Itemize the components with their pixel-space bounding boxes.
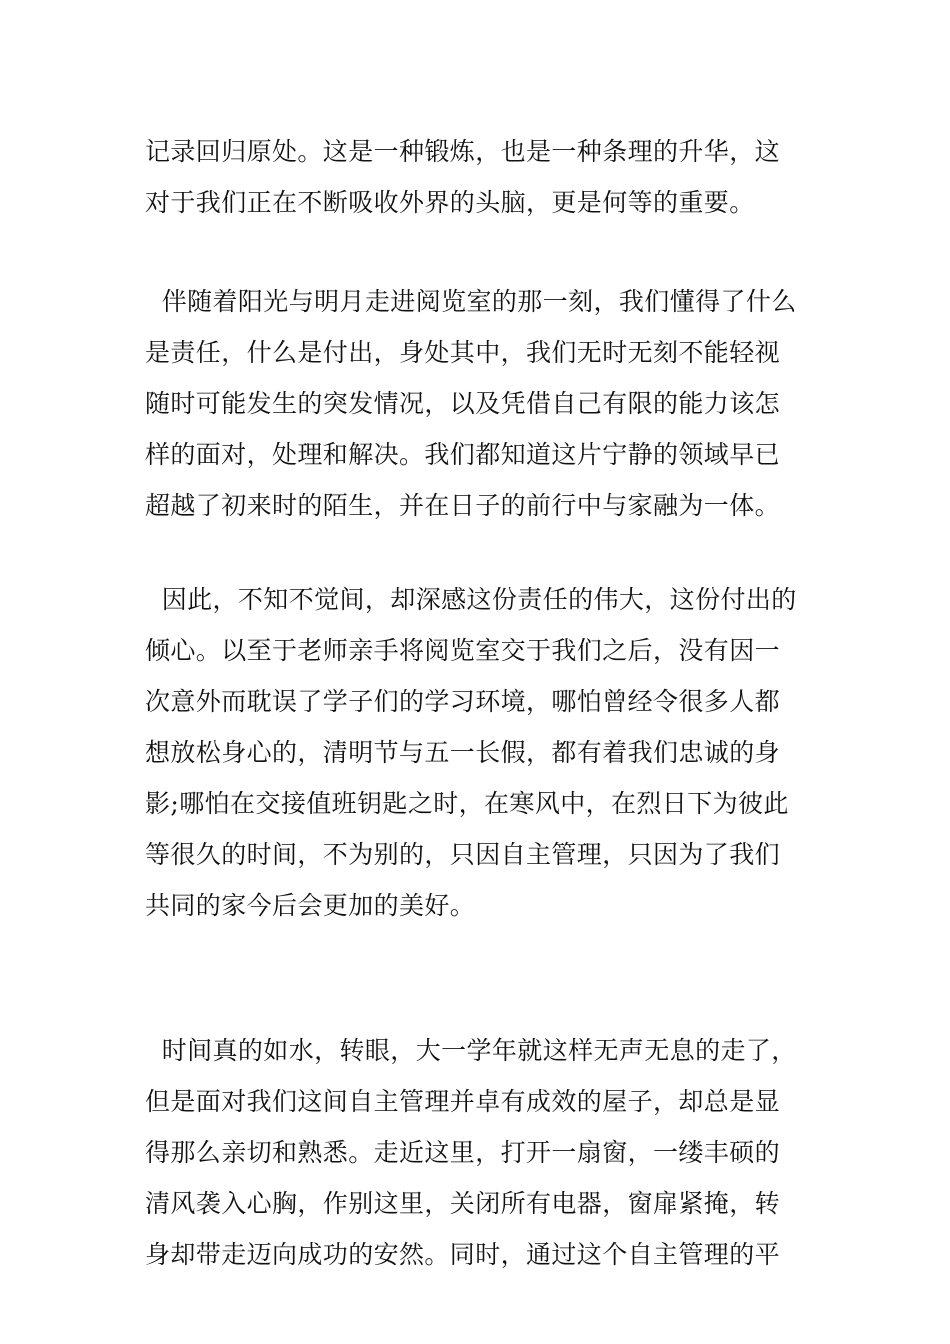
text-line: 随时可能发生的突发情况，以及凭借自己有限的能力该怎 (145, 389, 781, 418)
text-line: 但是面对我们这间自主管理并卓有成效的屋子，却总是显 (145, 1087, 781, 1116)
paragraph-1 (145, 126, 810, 228)
text-line: 伴随着阳光与明月走进阅览室的那一刻，我们懂得了什么 (145, 287, 797, 316)
text-line: 得那么亲切和熟悉。走近这里，打开一扇窗，一缕丰硕的 (145, 1138, 781, 1167)
text-line: 想放松身心的，清明节与五一长假，都有着我们忠诚的身 (145, 738, 781, 767)
text-line: 因此，不知不觉间，却深感这份责任的伟大，这份付出的 (145, 585, 797, 614)
text-line: 倾心。以至于老师亲手将阅览室交于我们之后，没有因一 (145, 636, 781, 665)
text-line: 身却带走迈向成功的安然。同时，通过这个自主管理的平 (145, 1240, 781, 1269)
paragraph-4 (145, 1025, 810, 1280)
text-line: 是责任，什么是付出，身处其中，我们无时无刻不能轻视 (145, 338, 781, 367)
text-line: 对于我们正在不断吸收外界的头脑，更是何等的重要。 (145, 188, 755, 217)
text-line: 清风袭入心胸，作别这里，关闭所有电器，窗扉紧掩，转 (145, 1189, 781, 1218)
text-line: 时间真的如水，转眼，大一学年就这样无声无息的走了， (145, 1036, 797, 1065)
text-line: 等很久的时间，不为别的，只因自主管理，只因为了我们 (145, 840, 781, 869)
text-line: 记录回归原处。这是一种锻炼，也是一种条理的升华，这 (145, 137, 781, 166)
text-line: 超越了初来时的陌生，并在日子的前行中与家融为一体。 (145, 491, 781, 520)
paragraph-3 (145, 574, 810, 931)
paragraph-2 (145, 276, 810, 531)
text-line: 样的面对，处理和解决。我们都知道这片宁静的领域早已 (145, 440, 781, 469)
text-line: 影;哪怕在交接值班钥匙之时，在寒风中，在烈日下为彼此 (145, 789, 789, 818)
text-line: 次意外而耽误了学子们的学习环境，哪怕曾经令很多人都 (145, 687, 781, 716)
text-line: 共同的家今后会更加的美好。 (145, 891, 476, 920)
